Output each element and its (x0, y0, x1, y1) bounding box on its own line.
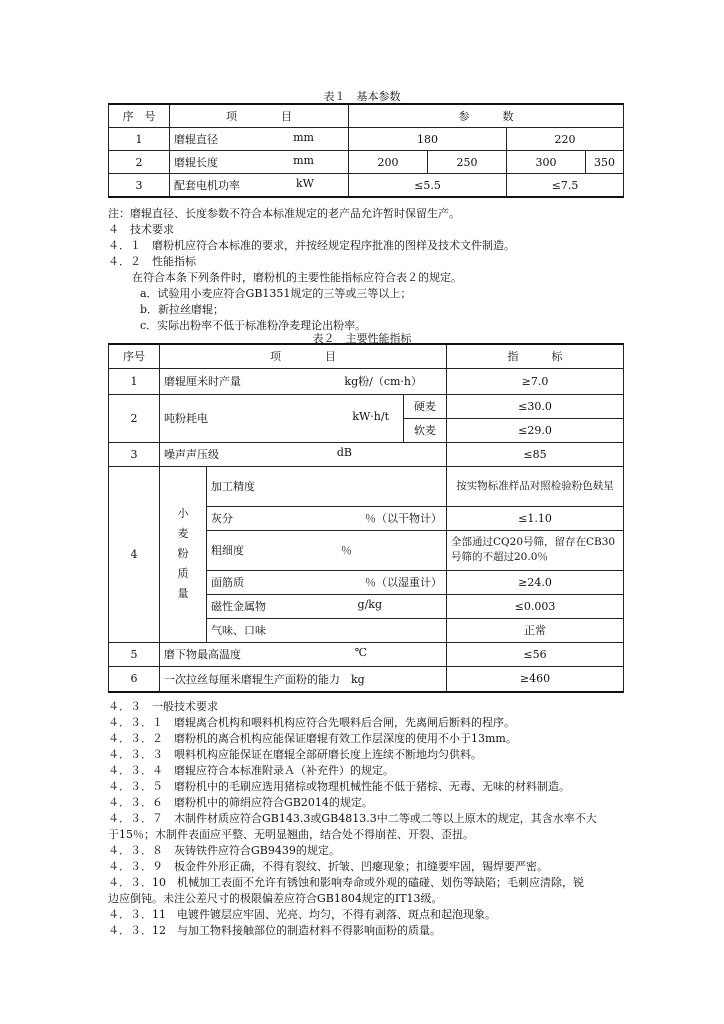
row-value: 180 (349, 128, 507, 151)
sub-item: 加工精度 (207, 466, 447, 506)
table-row (109, 151, 624, 174)
note-line: 注：磨辊直径、长度参数不符合本标准规定的老产品允许暂时保留生产。 (108, 207, 460, 220)
paragraph-line: ４．３．５ 磨粉机中的毛刷应选用猪棕或物理机械性能不低于猪棕、无毒、无味的材料制造。 (108, 780, 570, 793)
row-value: ≤5.5 (349, 174, 507, 198)
section-heading: ４．２ 性能指标 (108, 255, 196, 268)
sub-label: 硬麦 (404, 394, 447, 418)
paragraph-line: ４．３．10 机械加工表面不允许有锈蚀和影响寿命或外观的磕碰、划伤等缺陷；毛刺应清除，锐 (108, 876, 584, 889)
row-value: 正常 (447, 618, 624, 642)
performance-table (108, 343, 624, 693)
sub-item: 磁性金属物 g/kg (207, 594, 447, 618)
list-item: a．试验用小麦应符合GB1351规定的三等或三等以上； (140, 287, 412, 300)
sub-item: 面筋质 ％（以湿重计） (207, 570, 447, 594)
row-value: 300 (507, 151, 586, 174)
table-header-row (109, 104, 624, 128)
paragraph-line: ４．３．１ 磨辊离合机构和喂料机构应符合先喂料后合闸，先离闸后断料的程序。 (108, 716, 515, 729)
row-value: ≤29.0 (447, 418, 624, 442)
row-no: 2 (109, 394, 160, 442)
row-no: 6 (109, 666, 160, 692)
table2-caption: 表２ 主要性能指标 (312, 332, 412, 345)
row-value: ≥460 (447, 666, 624, 692)
header-item: 项 目 (160, 344, 447, 368)
paragraph-line: ４．３．12 与加工物料接触部位的制造材料不得影响面粉的质量。 (108, 924, 441, 937)
header-params: 参 数 (349, 104, 624, 128)
row-value: ≤1.10 (447, 506, 624, 530)
list-item: b．新拉丝磨辊； (140, 303, 225, 316)
row-item: 磨下物最高温度 ℃ (160, 642, 447, 666)
paragraph-line: ４．３．６ 磨粉机中的筛绢应符合GB2014的规定。 (108, 796, 373, 809)
table-row (109, 466, 624, 506)
paragraph-line: 在符合本条下列条件时，磨粉机的主要性能指标应符合表２的规定。 (132, 271, 462, 284)
row-value: ≥24.0 (447, 570, 624, 594)
row-value: 220 (507, 128, 624, 151)
table-row (109, 368, 624, 394)
table-row (109, 642, 624, 666)
row-value: ≤56 (447, 642, 624, 666)
table-row (109, 174, 624, 198)
table-row (109, 128, 624, 151)
row-item: 磨辊厘米时产量 kg粉/（cm·h） (160, 368, 447, 394)
paragraph-line: 边应倒钝。未注公差尺寸的极限偏差应符合GB1804规定的IT13级。 (108, 892, 443, 905)
list-item: c．实际出粉率不低于标准粉净麦理论出粉率。 (140, 319, 367, 332)
row-item: 一次拉丝每厘米磨辊生产面粉的能力 kg (160, 666, 447, 692)
row-item: 配套电机功率 kW (170, 174, 349, 198)
row-no: 1 (109, 368, 160, 394)
row-value: ≤85 (447, 442, 624, 466)
header-item: 项 目 (170, 104, 349, 128)
table-row (109, 442, 624, 466)
row-value: ≤7.5 (507, 174, 624, 198)
row-value: 全部通过CQ20号筛，留存在CB30号筛的不超过20.0％ (447, 530, 624, 570)
section-heading: ４ 技术要求 (108, 223, 174, 236)
sub-item: 气味、口味 (207, 618, 447, 642)
table-row (109, 666, 624, 692)
row-no: 1 (109, 128, 170, 151)
header-value: 指 标 (447, 344, 624, 368)
row-value: 200 (349, 151, 428, 174)
section-heading: ４．３ 一般技术要求 (108, 700, 218, 713)
row-value: ≥7.0 (447, 368, 624, 394)
row-no: 3 (109, 174, 170, 198)
sub-item: 灰分 ％（以干物计） (207, 506, 447, 530)
row-item: 吨粉耗电 kW·h/t (160, 394, 404, 442)
paragraph-line: 于15％；木制件表面应平整、无明显翘曲，结合处不得崩茬、开裂、歪扭。 (108, 828, 474, 841)
sub-label: 软麦 (404, 418, 447, 442)
paragraph-line: ４．３．２ 磨粉机的离合机构应能保证磨辊有效工作层深度的使用不小于13mm。 (108, 732, 517, 745)
header-no: 序号 (109, 344, 160, 368)
row-no: 3 (109, 442, 160, 466)
row-no: 5 (109, 642, 160, 666)
header-no: 序 号 (109, 104, 170, 128)
row-value: ≤30.0 (447, 394, 624, 418)
paragraph-line: ４．３．11 电镀件镀层应牢固、光亮、均匀，不得有剥落、斑点和起泡现象。 (108, 908, 496, 921)
row-item: 磨辊长度 mm (170, 151, 349, 174)
row-item: 噪声声压级 dB (160, 442, 447, 466)
table-row (109, 394, 624, 418)
table-header-row (109, 344, 624, 368)
group-label: 小 麦 粉 质 量 (160, 466, 207, 642)
row-value: ≤0.003 (447, 594, 624, 618)
sub-item: 粗细度 ％ (207, 530, 447, 570)
paragraph-line: ４．１ 磨粉机应符合本标准的要求，并按经规定程序批准的图样及技术文件制造。 (108, 239, 515, 252)
row-value: 350 (586, 151, 624, 174)
table1-caption: 表１ 基本参数 (323, 90, 401, 103)
basic-parameters-table (108, 103, 624, 198)
row-value: 按实物标准样品对照检验粉色麸星 (447, 466, 624, 506)
row-value: 250 (428, 151, 507, 174)
paragraph-line: ４．３．３ 喂料机构应能保证在磨辊全部研磨长度上连续不断地均匀供料。 (108, 748, 482, 761)
row-no: 4 (109, 466, 160, 642)
paragraph-line: ４．３．９ 板金件外形正确，不得有裂纹、折皱、凹瘪现象；扣缝要牢固，锡焊要严密。 (108, 860, 548, 873)
row-item: 磨辊直径 mm (170, 128, 349, 151)
paragraph-line: ４．３．８ 灰铸铁件应符合GB9439的规定。 (108, 844, 340, 857)
row-no: 2 (109, 151, 170, 174)
paragraph-line: ４．３．４ 磨辊应符合本标准附录Ａ（补充件）的规定。 (108, 764, 394, 777)
paragraph-line: ４．３．７ 木制件材质应符合GB143.3或GB4813.3中二等或二等以上原木的规定，其含水率不大 (108, 812, 597, 825)
